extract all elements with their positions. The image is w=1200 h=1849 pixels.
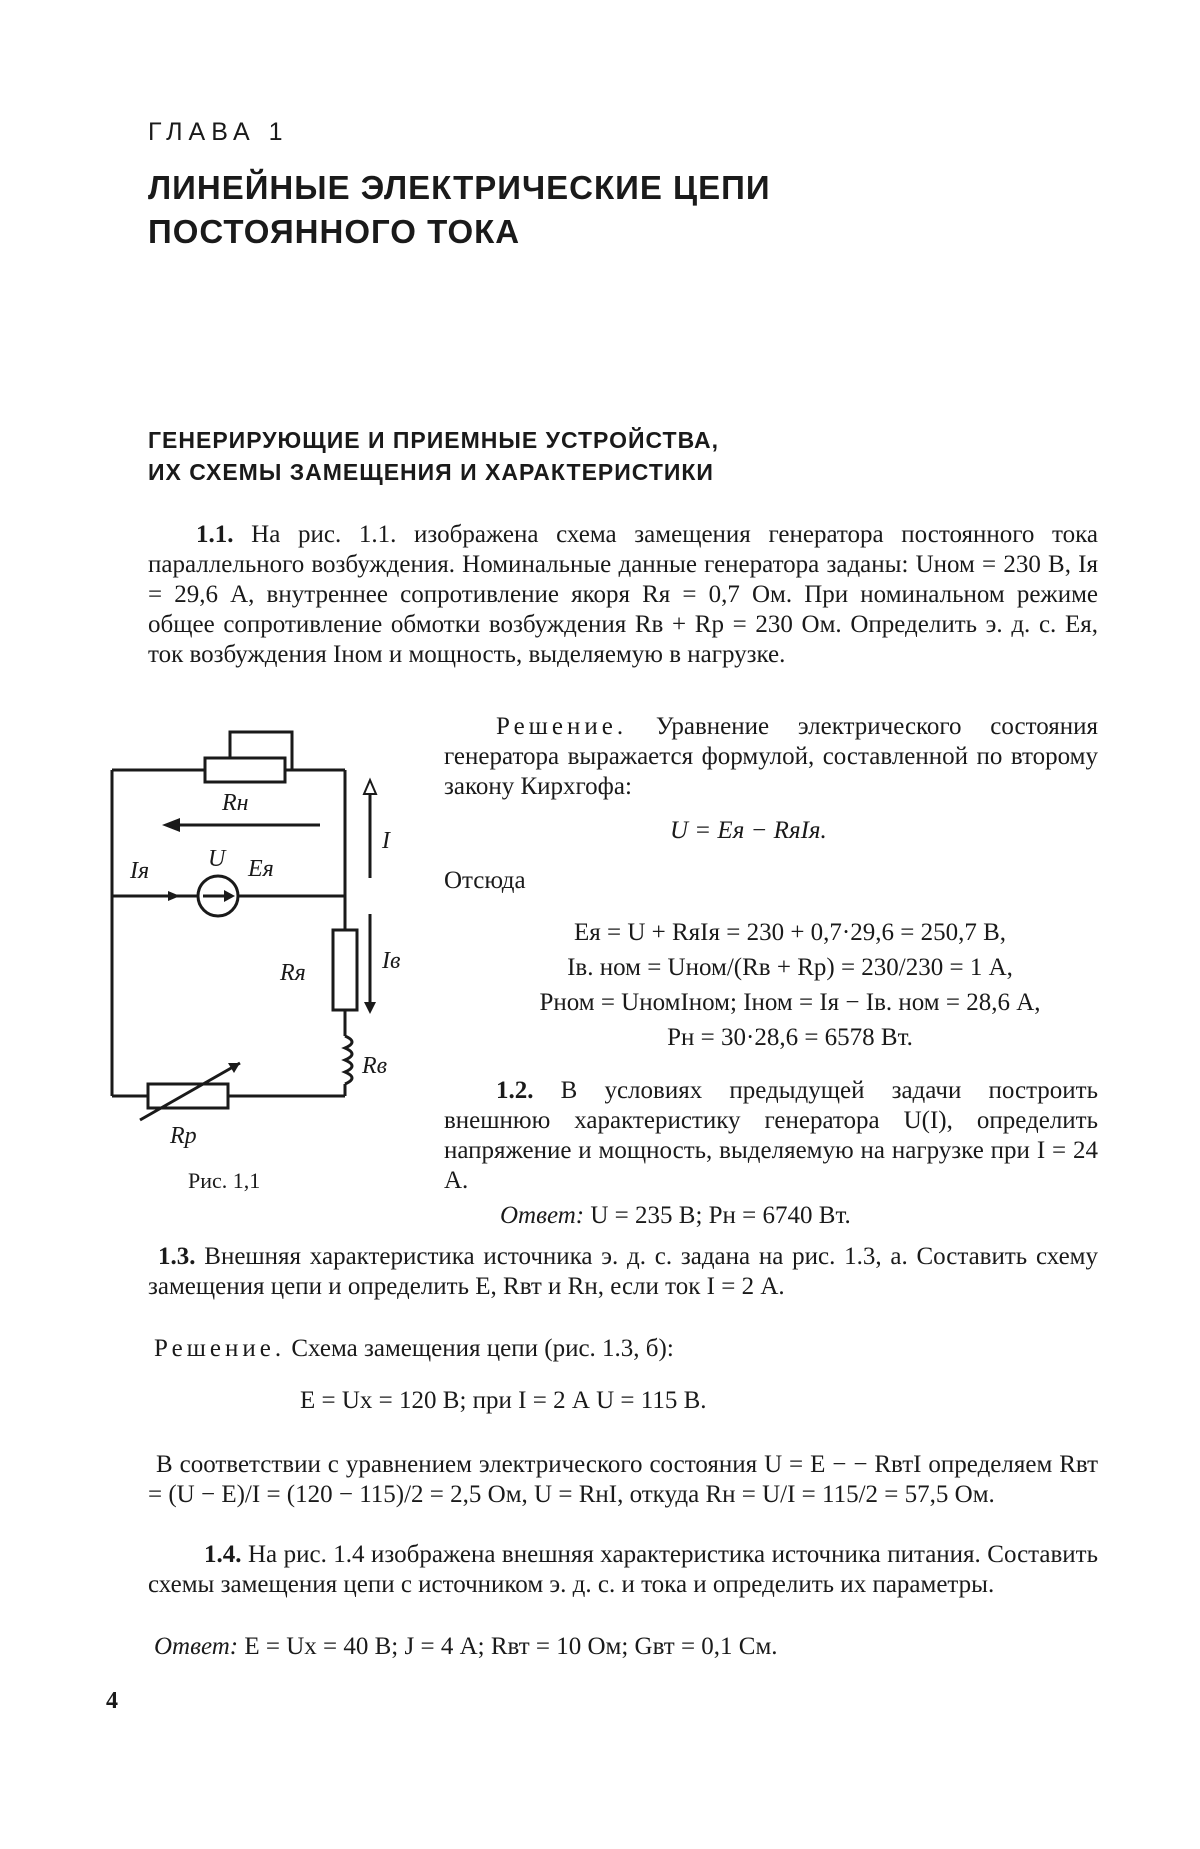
problem-number: 1.2. — [496, 1077, 534, 1104]
label-rya: Rя — [280, 960, 306, 986]
followup-1-3: В соответствии с уравнением электрического состояния U = E − − RвтI определяем Rвт = (U − E)/I = (120 − 115)/2 = 2,5 Ом, U = RнI, откуда Rн = U/I = 115/2 = 57,5 Ом. — [148, 1451, 1098, 1508]
equation-main: U = Eя − RяIя. — [670, 817, 827, 844]
rheostat-slider — [140, 1063, 240, 1120]
solution-text: Схема замещения цепи (рис. 1.3, б): — [291, 1335, 674, 1362]
label-iv: Iв — [382, 948, 401, 974]
section-title-line2: ИХ СХЕМЫ ЗАМЕЩЕНИЯ И ХАРАКТЕРИСТИКИ — [148, 459, 714, 485]
rn-bypass — [230, 732, 292, 770]
label-rv: Rв — [362, 1053, 388, 1079]
iya-arrowhead — [168, 891, 180, 901]
label-rp: Rр — [170, 1123, 197, 1149]
emf-arrowhead — [224, 890, 235, 902]
problem-number: 1.3. — [158, 1243, 196, 1270]
answer-text: E = Uх = 40 В; J = 4 А; Rвт = 10 Ом; Gвт = 0,1 См. — [244, 1633, 778, 1660]
equation-4: Pн = 30·28,6 = 6578 Вт. — [667, 1024, 913, 1051]
chapter-label: ГЛАВА 1 — [148, 118, 289, 146]
problem-1-4 — [148, 1540, 1098, 1600]
problem-number: 1.1. — [196, 521, 234, 548]
resistor-rn — [205, 758, 285, 782]
figure-caption: Рис. 1,1 — [188, 1168, 261, 1193]
equation-3: Pном = UномIном; Iном = Iя − Iв. ном = 28,6 А, — [539, 989, 1041, 1016]
voltage-arrowhead — [162, 818, 180, 832]
problem-1-2 — [444, 1076, 1098, 1196]
problem-text: Внешняя характеристика источника э. д. с. задана на рис. 1.3, а. Составить схему замещения цепи и определить E, Rвт и Rн, если ток I = 2 А. — [148, 1243, 1099, 1300]
label-u: U — [208, 846, 226, 872]
solution-1-1 — [444, 712, 1098, 802]
problem-text: На рис. 1.4 изображена внешняя характеристика источника питания. Составить схемы замещения цепи с источником э. д. с. и тока и определить их параметры. — [148, 1541, 1099, 1598]
label-rn: Rн — [222, 790, 249, 816]
chapter-title-line2: ПОСТОЯННОГО ТОКА — [148, 213, 521, 250]
solution-label: Решение. — [154, 1335, 286, 1362]
section-title-line1: ГЕНЕРИРУЮЩИЕ И ПРИЕМНЫЕ УСТРОЙСТВА, — [148, 427, 720, 453]
equation-2: Iв. ном = Uном/(Rв + Rр) = 230/230 = 1 А, — [567, 954, 1013, 981]
problem-text: На рис. 1.1. изображена схема замещения генератора постоянного тока параллельного возбуждения. Номинальные данные генератора заданы: Uном = 230 В, Iя = 29,6 А, внутреннее сопротивление якоря Rя = 0,7 Ом. При номинальном режиме общее сопротивление обмотки возбуждения Rв + Rр = 230 Ом. Определить э. д. с. Eя, ток возбуждения Iном и мощность, выделяемую в нагрузке. — [148, 521, 1098, 668]
chapter-title — [148, 166, 771, 254]
answer-1-2 — [500, 1201, 851, 1231]
equation-1-3: E = Uх = 120 В; при I = 2 А U = 115 В. — [300, 1387, 707, 1414]
iv-arrowhead — [364, 1002, 376, 1014]
hence-text: Отсюда — [444, 867, 526, 894]
problem-text: В условиях предыдущей задачи построить внешнюю характеристику генератора U(I), определить напряжение и мощность, выделяемую на нагрузке при I = 24 А. — [444, 1077, 1098, 1194]
equation-1: Eя = U + RяIя = 230 + 0,7·29,6 = 250,7 В, — [573, 919, 1007, 946]
problem-1-3 — [148, 1242, 1098, 1302]
answer-1-4 — [154, 1632, 778, 1662]
solution-text: Уравнение электрического состояния генератора выражается формулой, составленной по второму закону Кирхгофа: — [444, 713, 1098, 800]
label-i: I — [382, 828, 390, 854]
solution-label: Решение. — [496, 713, 628, 740]
label-eya: Eя — [248, 856, 274, 882]
circuit-diagram — [100, 718, 430, 1158]
solution-1-3 — [154, 1334, 674, 1364]
resistor-rya — [333, 930, 357, 1010]
answer-label: Ответ: — [500, 1202, 585, 1229]
section-title — [148, 424, 719, 488]
answer-label: Ответ: — [154, 1633, 239, 1660]
resistor-rp — [148, 1084, 228, 1108]
answer-text: U = 235 В; Pн = 6740 Вт. — [590, 1202, 851, 1229]
page-number: 4 — [106, 1688, 118, 1714]
inductor-rv — [345, 1036, 352, 1084]
i-arrowhead — [364, 780, 376, 794]
problem-1-1 — [148, 520, 1098, 670]
label-iya: Iя — [130, 858, 150, 884]
chapter-title-line1: ЛИНЕЙНЫЕ ЭЛЕКТРИЧЕСКИЕ ЦЕПИ — [148, 169, 771, 206]
problem-number: 1.4. — [204, 1541, 242, 1568]
